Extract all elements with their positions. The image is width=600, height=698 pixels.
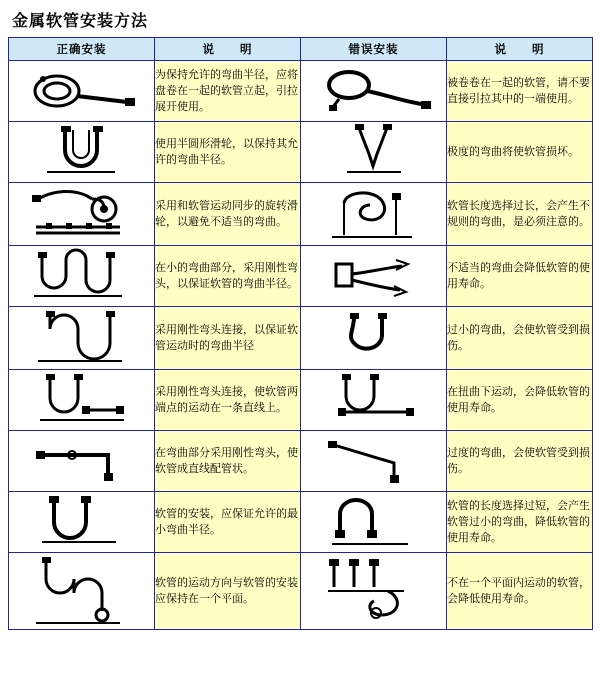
table-row — [9, 431, 593, 492]
wrong-description: 被卷卷在一起的软管，请不要直接引拉其中的一端使用。 — [447, 61, 593, 122]
figure-excessive-bend-damage-icon — [301, 431, 447, 492]
correct-description: 软管的运动方向与软管的安装应保持在一个平面。 — [155, 553, 301, 630]
wrong-description: 极度的弯曲将使软管损坏。 — [447, 122, 593, 183]
figure-motion-direction-same-plane-icon — [9, 553, 155, 630]
figure-coiled-hose-pulled-straight-icon — [301, 61, 447, 122]
table-row — [9, 492, 593, 553]
figure-hose-on-rotating-pulley-track-icon — [9, 183, 155, 246]
figure-minimum-allowed-bend-radius-install-icon — [9, 492, 155, 553]
table-row — [9, 370, 593, 431]
correct-description: 软管的安装，应保证允许的最小弯曲半径。 — [155, 492, 301, 553]
header-wrong-install: 错误安装 — [301, 38, 447, 61]
correct-description: 采用和软管运动同步的旋转滑轮，以避免不适当的弯曲。 — [155, 183, 301, 246]
figure-motion-out-of-plane-icon — [301, 553, 447, 630]
figure-rigid-elbow-straight-line-motion-icon — [9, 370, 155, 431]
table-row — [9, 246, 593, 307]
wrong-description: 软管的长度选择过短，会产生软管过小的弯曲，降低软管的使用寿命。 — [447, 492, 593, 553]
correct-description: 为保持允许的弯曲半径，应将盘卷在一起的软管立起，引拉展开使用。 — [155, 61, 301, 122]
hose-installation-table — [8, 37, 593, 630]
wrong-description: 不适当的弯曲会降低软管的使用寿命。 — [447, 246, 593, 307]
figure-hose-over-semicircular-pulley-icon — [9, 122, 155, 183]
table-row — [9, 61, 593, 122]
header-correct-desc: 说 明 — [155, 38, 301, 61]
table-row — [9, 122, 593, 183]
correct-description: 采用刚性弯头连接，以保证软管运动时的弯曲半径 — [155, 307, 301, 370]
figure-too-small-bend-radius-damage-icon — [301, 307, 447, 370]
wrong-description: 过度的弯曲，会使软管受到损伤。 — [447, 431, 593, 492]
correct-description: 在小的弯曲部分，采用刚性弯头，以保证软管的弯曲半径。 — [155, 246, 301, 307]
figure-rigid-bend-small-radius-section-icon — [9, 246, 155, 307]
page-title: 金属软管安装方法 — [12, 11, 149, 30]
figure-coiled-hose-laid-flat-icon — [9, 61, 155, 122]
figure-improper-bend-shortens-life-icon — [301, 246, 447, 307]
correct-description: 使用半圆形滑轮，以保持其允许的弯曲半径。 — [155, 122, 301, 183]
figure-hose-too-long-small-bend-icon — [301, 492, 447, 553]
figure-rigid-elbow-connection-u-bend-icon — [9, 307, 155, 370]
figure-torsion-motion-reduces-life-icon — [301, 370, 447, 431]
wrong-description: 在扭曲下运动，会降低软管的使用寿命。 — [447, 370, 593, 431]
wrong-description: 过小的弯曲，会使软管受到损伤。 — [447, 307, 593, 370]
table-row — [9, 307, 593, 370]
figure-hose-sharp-bend-over-edge-icon — [301, 122, 447, 183]
figure-hose-too-long-irregular-bend-icon — [301, 183, 447, 246]
correct-description: 在弯曲部分采用刚性弯头，使软管成直线配管状。 — [155, 431, 301, 492]
wrong-description: 不在一个平面内运动的软管，会降低使用寿命。 — [447, 553, 593, 630]
header-correct-install: 正确安装 — [9, 38, 155, 61]
wrong-description: 软管长度选择过长，会产生不规则的弯曲，是必须注意的。 — [447, 183, 593, 246]
header-wrong-desc: 说 明 — [447, 38, 593, 61]
table-row — [9, 553, 593, 630]
table-row — [9, 183, 593, 246]
figure-rigid-elbow-at-bend-straight-piping-icon — [9, 431, 155, 492]
correct-description: 采用刚性弯头连接，使软管两端点的运动在一条直线上。 — [155, 370, 301, 431]
table-header-row — [9, 38, 593, 61]
